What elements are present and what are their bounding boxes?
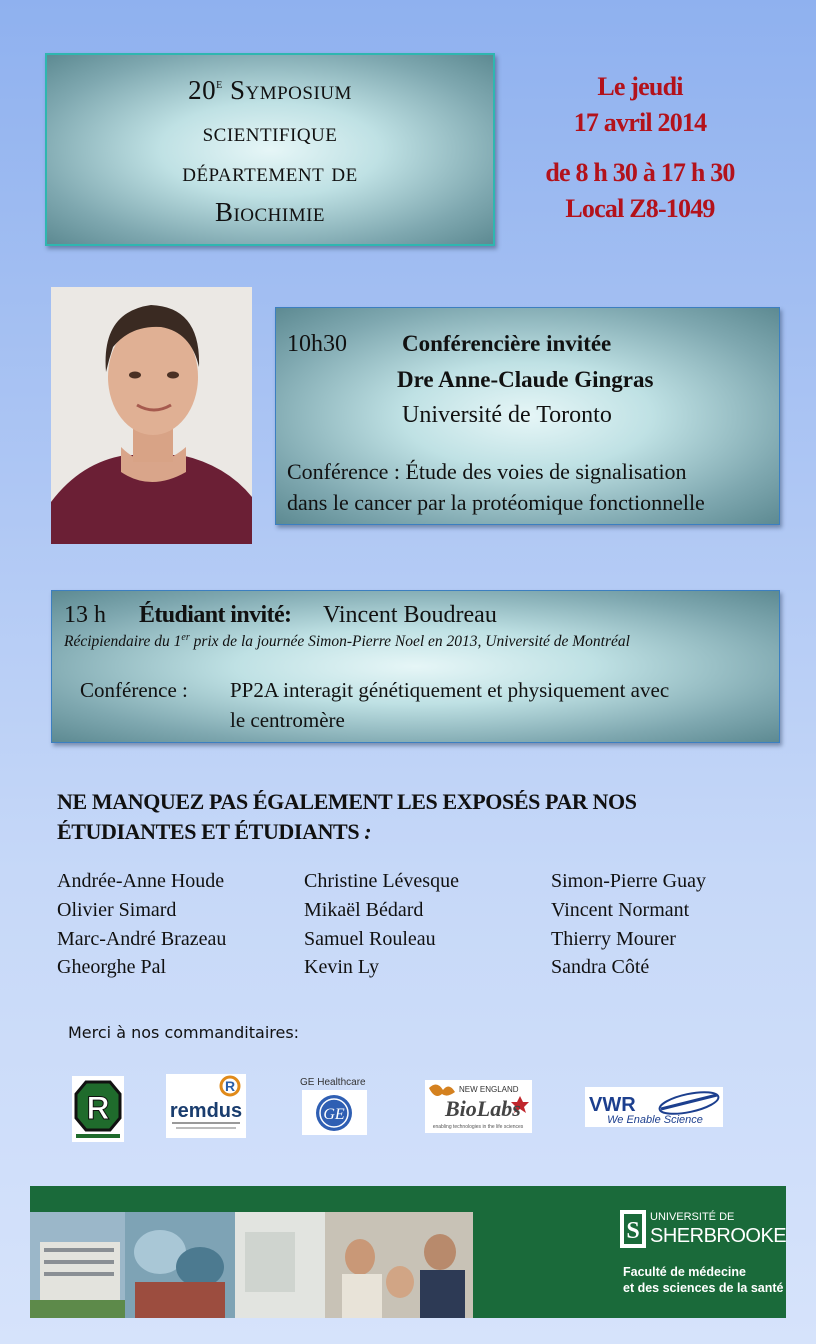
- r-sponsor-logo: [72, 1076, 124, 1142]
- title-line-4: Biochimie: [214, 197, 326, 227]
- svg-text:VWR: VWR: [589, 1094, 636, 1116]
- speaker-time: 10h30: [287, 331, 347, 357]
- ge-healthcare-logo: [302, 1090, 367, 1135]
- speaker-name: Dre Anne-Claude Gingras: [397, 367, 654, 392]
- event-room: Local Z8-1049: [565, 194, 715, 223]
- presenter-name: Gheorghe Pal: [57, 956, 167, 978]
- university-emblem-icon: [620, 1210, 646, 1248]
- svg-text:R: R: [224, 1078, 236, 1094]
- student-award: Récipiendaire du 1er prix de la journée Simon-Pierre Noel en 2013, Université de Montréal: [64, 632, 630, 651]
- speaker-role: Conférencière invitée: [402, 331, 612, 356]
- svg-text:remdus: remdus: [169, 1100, 243, 1122]
- speaker-talk-line-2: dans le cancer par la protéomique fonctionnelle: [287, 490, 705, 515]
- student-time: 13 h: [64, 602, 106, 628]
- speaker-talk-line-1: Conférence : Étude des voies de signalisation: [287, 459, 687, 484]
- ge-caption: GE Healthcare: [300, 1077, 366, 1088]
- remdus-logo: [166, 1074, 246, 1138]
- title-line-3: département de: [182, 157, 358, 187]
- invited-speaker-box: [275, 307, 780, 525]
- presenter-name: Thierry Mourer: [551, 928, 676, 950]
- footer-photo-collage: [30, 1212, 473, 1318]
- sponsors-label: Merci à nos commanditaires:: [68, 1023, 300, 1042]
- presenter-name: Christine Lévesque: [304, 870, 459, 892]
- invited-student-box: [51, 590, 780, 743]
- vwr-logo: [585, 1087, 723, 1127]
- speaker-affiliation: Université de Toronto: [402, 402, 612, 428]
- svg-text:enabling technologies in the l: enabling technologies in the life sciences: [432, 1124, 524, 1130]
- presenter-name: Samuel Rouleau: [304, 928, 436, 950]
- student-name: Vincent Boudreau: [323, 602, 497, 628]
- presenters-heading-line-2: ÉTUDIANTES ET ÉTUDIANTS :: [57, 819, 372, 844]
- university-name-line-2: SHERBROOKE: [650, 1225, 787, 1247]
- svg-text:BioLabs: BioLabs: [445, 1096, 521, 1121]
- event-day: Le jeudi: [597, 72, 683, 101]
- student-role: Étudiant invité:: [139, 602, 292, 628]
- svg-text:GE: GE: [323, 1106, 345, 1123]
- student-talk-line-1: PP2A interagit génétiquement et physiquement avec: [230, 678, 670, 702]
- event-hours: de 8 h 30 à 17 h 30: [545, 158, 735, 187]
- presenter-name: Sandra Côté: [551, 956, 650, 978]
- student-talk-label: Conférence :: [80, 678, 188, 702]
- svg-text:S: S: [626, 1218, 640, 1244]
- presenter-name: Kevin Ly: [304, 956, 379, 978]
- presenter-name: Andrée-Anne Houde: [57, 870, 225, 892]
- student-talk-line-2: le centromère: [230, 708, 345, 732]
- speaker-photo: [51, 287, 252, 544]
- neb-biolabs-logo: [425, 1080, 532, 1133]
- faculty-line-2: et des sciences de la santé: [623, 1281, 784, 1295]
- presenters-heading-line-1: NE MANQUEZ PAS ÉGALEMENT LES EXPOSÉS PAR NOS: [57, 789, 637, 814]
- university-name-line-1: UNIVERSITÉ DE: [650, 1211, 735, 1223]
- event-date: 17 avril 2014: [573, 108, 707, 137]
- svg-text:R: R: [86, 1090, 110, 1126]
- presenter-name: Mikaël Bédard: [304, 899, 424, 921]
- university-footer-banner: [30, 1186, 786, 1318]
- symposium-title-box: [45, 53, 495, 246]
- presenter-name: Marc-André Brazeau: [57, 928, 227, 950]
- title-line-2: scientifique: [202, 117, 338, 147]
- svg-text:We Enable Science: We Enable Science: [607, 1114, 703, 1126]
- presenter-name: Vincent Normant: [551, 899, 690, 921]
- svg-text:NEW ENGLAND: NEW ENGLAND: [459, 1085, 519, 1094]
- presenter-name: Olivier Simard: [57, 899, 177, 921]
- title-line-1: 20e Symposium: [188, 75, 352, 105]
- faculty-line-1: Faculté de médecine: [623, 1265, 746, 1279]
- presenter-name: Simon-Pierre Guay: [551, 870, 706, 892]
